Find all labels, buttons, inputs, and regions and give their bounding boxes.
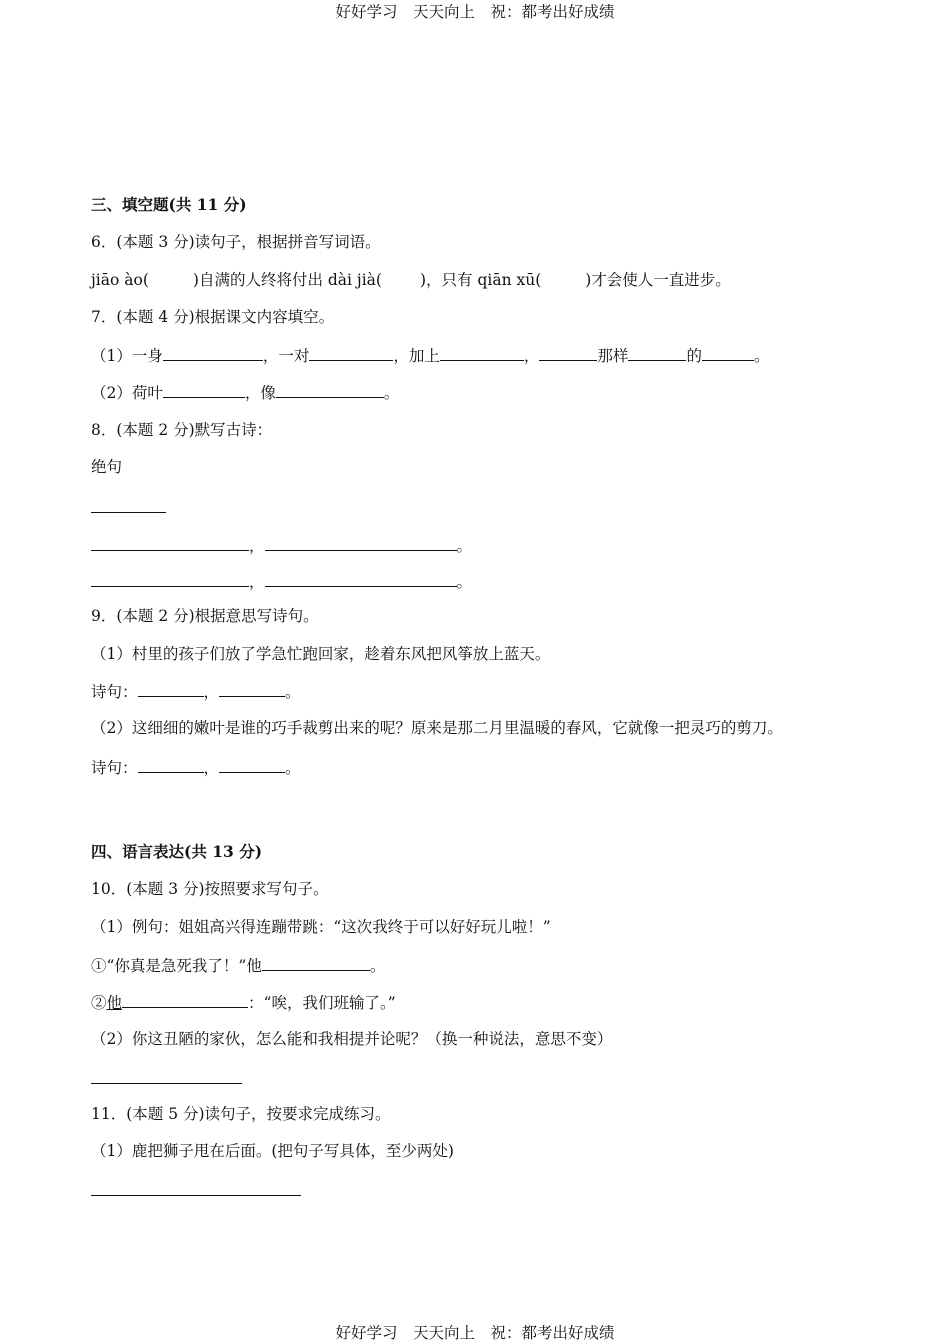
q7-text-j: 。	[383, 384, 400, 402]
section-4-title: 四、语言表达(共 13 分)	[91, 842, 263, 861]
q11-stem: 11．(本题 5 分)读句子，按要求完成练习。	[91, 1105, 391, 1123]
q10-text-a: ①“你真是急死我了！”他	[91, 957, 262, 975]
q9-sentence-2: （2）这细细的嫩叶是谁的巧手裁剪出来的呢？原来是那二月里温暖的春风，它就像一把灵巧的剪刀。	[91, 719, 783, 737]
page-footer: 好好学习 天天向上 祝：都考出好成绩	[335, 1324, 615, 1342]
page-header: 好好学习 天天向上 祝：都考出好成绩	[335, 3, 615, 21]
q9-stem: 9．(本题 2 分)根据意思写诗句。	[91, 607, 319, 625]
q10-blank-1[interactable]	[262, 955, 370, 971]
q7-text-d: ，	[523, 347, 540, 365]
q9-blank-4[interactable]	[219, 757, 285, 773]
q10-underlined-he: 他	[106, 994, 123, 1012]
q9-blank-2[interactable]	[219, 681, 285, 697]
section-3-title: 三、填空题(共 11 分)	[91, 195, 247, 214]
q8-line-2	[91, 571, 472, 592]
q10-answer-2	[91, 992, 396, 1013]
q8-comma-2: ，	[249, 573, 265, 591]
q7-text-b: ，一对	[262, 347, 310, 365]
q6-sentence	[91, 270, 731, 290]
q6-part-3: )，只有 qiān xū(	[419, 271, 542, 289]
q10-answer-line[interactable]	[91, 1083, 242, 1084]
q8-blank-3[interactable]	[91, 571, 249, 587]
q7-blank-1[interactable]	[163, 345, 263, 361]
q7-blank-8[interactable]	[276, 382, 384, 398]
q8-blank-2[interactable]	[265, 535, 457, 551]
q9-answer-2	[91, 757, 301, 778]
q8-end-1: 。	[456, 537, 473, 555]
q7-line-1	[91, 345, 769, 366]
q9-blank-1[interactable]	[138, 681, 204, 697]
q7-text-a: （1）一身	[91, 347, 163, 365]
q9-sentence-1: （1）村里的孩子们放了学急忙跑回家，趁着东风把风筝放上蓝天。	[91, 645, 551, 663]
q10-text-c: ：“唉，我们班输了。”	[248, 994, 396, 1012]
q9-label-2: 诗句：	[91, 759, 138, 777]
q7-text-g: 。	[753, 347, 770, 365]
q6-part-1: jiāo ào(	[91, 271, 149, 289]
q7-blank-7[interactable]	[163, 382, 245, 398]
q8-comma-1: ，	[249, 537, 265, 555]
q9-comma-2: ，	[203, 759, 220, 777]
q10-example: （1）例句：姐姐高兴得连蹦带跳：“这次我终于可以好好玩儿啦！”	[91, 918, 551, 936]
q7-text-c: ，加上	[393, 347, 440, 365]
q7-text-f: 的	[686, 347, 702, 365]
q8-blank-4[interactable]	[265, 571, 457, 587]
q11-answer-line[interactable]	[91, 1195, 301, 1196]
q8-end-2: 。	[456, 573, 473, 591]
q7-blank-5[interactable]	[628, 345, 686, 361]
q9-end-1: 。	[285, 683, 301, 701]
q10-stem: 10．(本题 3 分)按照要求写句子。	[91, 880, 329, 898]
q9-comma-1: ，	[203, 683, 220, 701]
q8-blank-1[interactable]	[91, 535, 249, 551]
q10-text-b: 。	[369, 957, 386, 975]
q7-text-i: ，像	[244, 384, 276, 402]
q7-line-2	[91, 382, 399, 403]
q10-blank-2[interactable]	[122, 992, 248, 1008]
q8-poem-title: 绝句	[91, 458, 123, 476]
q9-end-2: 。	[285, 759, 301, 777]
q8-line-1	[91, 535, 472, 556]
q7-blank-2[interactable]	[309, 345, 393, 361]
q7-blank-6[interactable]	[702, 345, 754, 361]
q7-blank-4[interactable]	[539, 345, 597, 361]
q6-stem: 6．(本题 3 分)读句子，根据拼音写词语。	[91, 233, 381, 251]
q9-answer-1	[91, 681, 301, 702]
q6-part-2: )自满的人终将付出 dài jià(	[192, 271, 382, 289]
q8-author-blank[interactable]	[91, 512, 166, 513]
q10-answer-1	[91, 955, 385, 976]
q7-text-e: 那样	[597, 347, 629, 365]
q7-blank-3[interactable]	[440, 345, 524, 361]
q10-marker: ②	[91, 994, 107, 1012]
q8-stem: 8．(本题 2 分)默写古诗：	[91, 421, 273, 439]
q6-part-4: )才会使人一直进步。	[585, 271, 731, 289]
q7-stem: 7．(本题 4 分)根据课文内容填空。	[91, 308, 335, 326]
q9-label-1: 诗句：	[91, 683, 138, 701]
q11-sentence-1: （1）鹿把狮子甩在后面。(把句子写具体，至少两处)	[91, 1142, 454, 1160]
q10-sentence-2: （2）你这丑陋的家伙，怎么能和我相提并论呢？（换一种说法，意思不变）	[91, 1030, 613, 1048]
q7-text-h: （2）荷叶	[91, 384, 163, 402]
q9-blank-3[interactable]	[138, 757, 204, 773]
